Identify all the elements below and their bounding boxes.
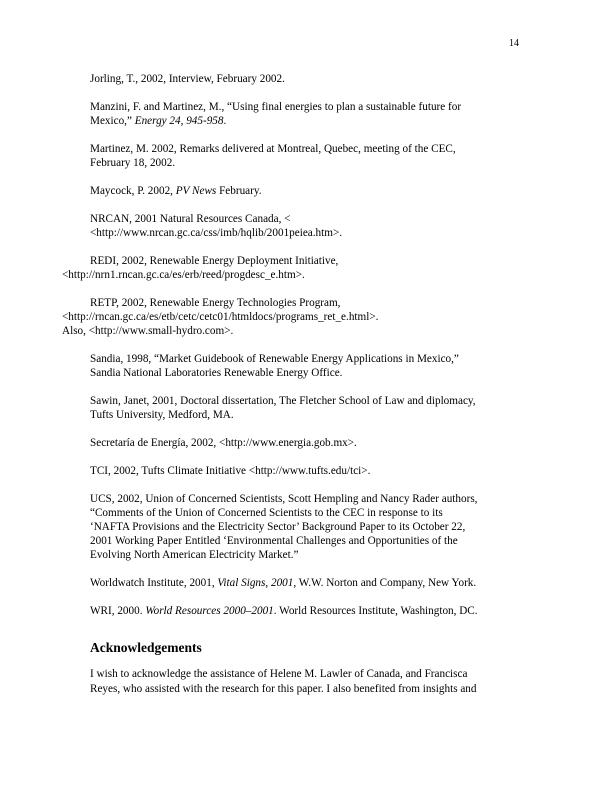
reference-text: RETP, 2002, Renewable Energy Technologies Program, [90,297,341,309]
reference-entry [90,436,530,450]
reference-text: Maycock, P. 2002, [90,185,176,197]
reference-line [90,254,530,268]
reference-text: UCS, 2002, Union of Concerned Scientists, Scott Hempling and Nancy Rader authors, [90,493,478,505]
reference-title-italic: PV News [175,185,217,197]
acknowledgements-heading: Acknowledgements [90,640,202,655]
reference-line [90,548,530,562]
reference-line [90,576,530,590]
acknowledgements-section [90,641,530,697]
reference-text: ‘NAFTA Provisions and the Electricity Sector’ Background Paper to its October 22, [90,521,466,533]
reference-line [90,100,530,114]
reference-text: Also, <http://www.small-hydro.com>. [62,325,234,337]
reference-text: Tufts University, Medford, MA. [90,409,234,421]
acknowledgements-text [90,667,530,697]
reference-entry [90,72,530,86]
reference-text: “Comments of the Union of Concerned Scientists to the CEC in response to its [90,507,443,519]
reference-text: TCI, 2002, Tufts Climate Initiative <http://www.tufts.edu/tci>. [90,465,371,477]
reference-list [62,72,530,632]
reference-text: . World Resources Institute, Washington, DC. [273,605,478,617]
reference-entry [90,212,530,240]
reference-line [90,464,530,478]
reference-line [90,366,530,380]
reference-text: Sawin, Janet, 2001, Doctoral dissertation, The Fletcher School of Law and diplomacy, [90,395,476,407]
reference-entry [90,492,530,562]
reference-text: Evolving North American Electricity Market.” [90,549,299,561]
reference-line [90,142,530,156]
reference-line [90,534,530,548]
acknowledgements-line: I wish to acknowledge the assistance of Helene M. Lawler of Canada, and Francisca [90,668,468,680]
reference-line [90,156,530,170]
reference-line [90,212,530,226]
reference-entry [62,254,530,282]
reference-line [90,436,530,450]
reference-text: W.W. Norton and Company, New York. [296,577,477,589]
reference-text: WRI, 2000. [90,605,146,617]
reference-entry [90,352,530,380]
reference-text: <http://rncan.gc.ca/es/etb/cetc/cetc01/htmldocs/programs_ret_e.html>. [62,311,379,323]
reference-entry [90,184,530,198]
reference-title-italic: Energy 24, 945-958 [134,115,224,127]
reference-line [90,184,530,198]
reference-text: Worldwatch Institute, 2001, [90,577,218,589]
reference-line [90,296,530,310]
reference-title-italic: World Resources 2000–2001 [145,605,274,617]
reference-entry [90,142,530,170]
reference-text: February 18, 2002. [90,157,176,169]
reference-line [90,226,530,240]
reference-line [90,520,530,534]
reference-line [90,506,530,520]
reference-line [90,408,530,422]
reference-text: Sandia, 1998, “Market Guidebook of Renewable Energy Applications in Mexico,” [90,353,459,365]
reference-entry [90,100,530,128]
reference-text: Jorling, T., 2002, Interview, February 2002. [90,73,285,85]
reference-text: <http://nrn1.rncan.gc.ca/es/erb/reed/progdesc_e.htm>. [62,269,305,281]
reference-line [62,268,530,282]
page-number: 14 [509,38,519,49]
reference-line [90,394,530,408]
reference-line [62,310,530,324]
reference-line [62,324,530,338]
reference-entry [90,576,530,590]
reference-line [90,492,530,506]
reference-text: . [223,115,227,127]
reference-entry [90,394,530,422]
reference-text: Secretaría de Energía, 2002, <http://www.energia.gob.mx>. [90,437,357,449]
reference-text: <http://www.nrcan.gc.ca/css/imb/hqlib/2001peiea.htm>. [90,227,343,239]
reference-text: February. [216,185,262,197]
reference-text: Mexico,” [90,115,135,127]
reference-text: REDI, 2002, Renewable Energy Deployment Initiative, [90,255,339,267]
reference-line [90,114,530,128]
reference-entry [90,604,530,618]
reference-entry [62,296,530,338]
reference-entry [90,464,530,478]
reference-text: 2001 Working Paper Entitled ‘Environmental Challenges and Opportunities of the [90,535,458,547]
reference-line [90,72,530,86]
reference-title-italic: Vital Signs, 2001, [217,577,297,589]
acknowledgements-line: Reyes, who assisted with the research for this paper. I also benefited from insights and [90,683,477,695]
reference-text: Martinez, M. 2002, Remarks delivered at Montreal, Quebec, meeting of the CEC, [90,143,456,155]
reference-line [90,352,530,366]
reference-text: Manzini, F. and Martinez, M., “Using final energies to plan a sustainable future for [90,101,462,113]
reference-text: NRCAN, 2001 Natural Resources Canada, < [90,213,291,225]
reference-text: Sandia National Laboratories Renewable Energy Office. [90,367,343,379]
reference-line [90,604,530,618]
